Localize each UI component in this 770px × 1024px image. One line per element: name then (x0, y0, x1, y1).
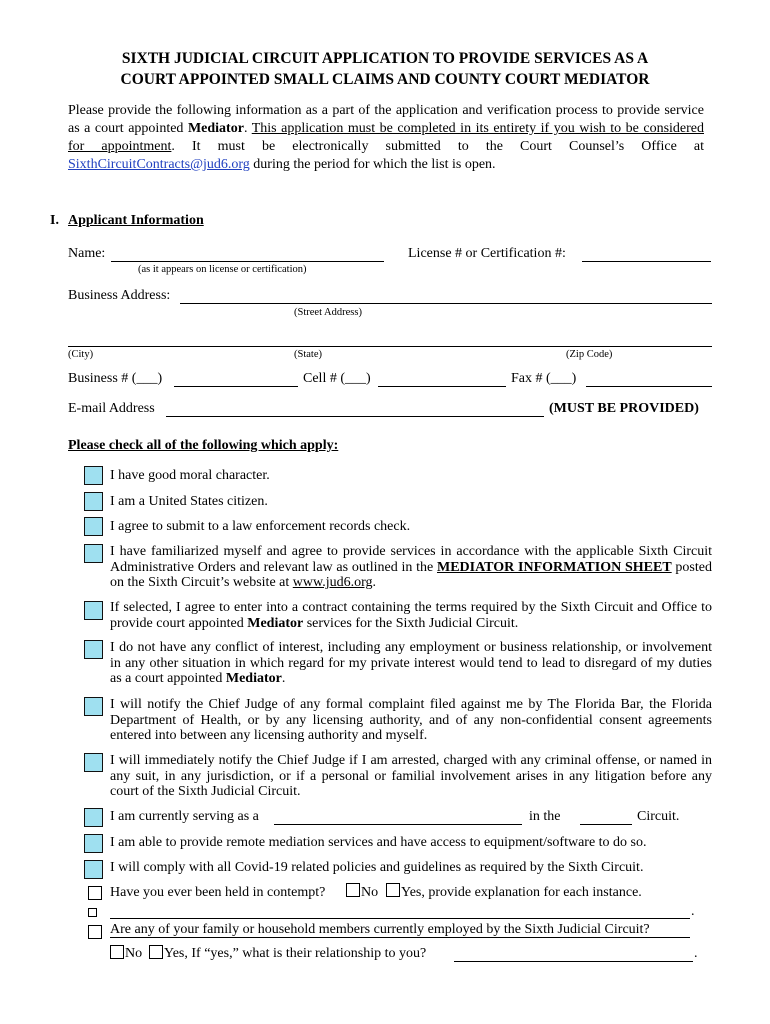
administrative-orders-text (110, 544, 712, 591)
conflict-of-interest-checkbox[interactable] (84, 640, 103, 659)
name-note: (as it appears on license or certification) (138, 264, 307, 275)
intro-underlined: This application must be completed in its entirety if you wish to be considered for appointment (68, 121, 704, 154)
us-citizen-checkbox[interactable] (84, 492, 103, 511)
covid-compliance-checkbox[interactable] (84, 860, 103, 879)
covid-compliance-text: I will comply with all Covid-19 related policies and guidelines as required by the Sixth Circuit. (110, 860, 644, 875)
contempt-explanation-input-line[interactable] (110, 918, 690, 919)
city-note: (City) (68, 349, 94, 360)
zip-note: (Zip Code) (566, 349, 613, 360)
item6-text-a: I do not have any conflict of interest, including any employment or business relationship, or involvement in any other situation in which regard for my private interest would tend to lead to disregard of my duties as a court appointed (110, 640, 712, 686)
business-address-label: Business Address: (68, 288, 171, 303)
email-input-line[interactable] (166, 416, 544, 417)
cell-label: Cell # (___) (303, 371, 371, 386)
serving-role-input-line[interactable] (274, 824, 522, 825)
explanation-checkbox[interactable] (88, 908, 97, 917)
city-state-zip-input-line[interactable] (68, 346, 712, 347)
contempt-yes-checkbox[interactable] (386, 883, 400, 897)
item5-mediator: Mediator (247, 615, 304, 631)
notify-complaint-checkbox[interactable] (84, 697, 103, 716)
circuit-input-line[interactable] (580, 824, 632, 825)
form-title-line2: COURT APPOINTED SMALL CLAIMS AND COUNTY COURT MEDIATOR (120, 71, 650, 88)
contract-agreement-checkbox[interactable] (84, 601, 103, 620)
section-number: I. (50, 213, 59, 228)
notify-arrest-checkbox[interactable] (84, 753, 103, 772)
contempt-question-checkbox[interactable] (88, 886, 102, 900)
cell-input-line[interactable] (378, 386, 506, 387)
item4-text-e: . (372, 575, 376, 590)
notify-arrest-text: I will immediately notify the Chief Judge if I am arrested, charged with any criminal offense, or named in any suit, in any jurisdiction, or if a personal or familial involvement arises in any litigation before any court of the Sixth Judicial Circuit. (110, 753, 712, 799)
remote-mediation-text: I am able to provide remote mediation services and have access to equipment/software to do so. (110, 835, 647, 850)
contempt-yes-label: Yes, provide explanation for each instance. (401, 885, 642, 900)
license-label: License # or Certification #: (408, 246, 566, 261)
intro-text-3: . It must be electronically submitted to the Court Counsel’s Office at (171, 139, 705, 154)
item5-text-a: If selected, I agree to enter into a contract containing the terms required by the Sixth Circuit and Office to provide court appointed (110, 600, 712, 631)
section-title: Applicant Information (68, 213, 204, 228)
family-no-label: No (125, 946, 143, 961)
remote-mediation-checkbox[interactable] (84, 834, 103, 853)
family-question-text: Are any of your family or household members currently employed by the Sixth Judicial Circuit? (110, 922, 650, 937)
fax-input-line[interactable] (586, 386, 712, 387)
item4-text-a: I have familiarized myself and agree to provide services in accordance with the applicable Sixth Circuit Administrative Orders and relevant law as outlined in the (110, 544, 712, 575)
must-provide-note: (MUST BE PROVIDED) (549, 401, 699, 416)
item6-mediator: Mediator (225, 671, 282, 686)
checklist-heading: Please check all of the following which apply: (68, 438, 339, 453)
item5-text-c: services for the Sixth Judicial Circuit. (303, 615, 519, 631)
street-input-line[interactable] (180, 303, 712, 304)
contempt-no-checkbox[interactable] (346, 883, 360, 897)
email-link[interactable]: SixthCircuitContracts@jud6.org (68, 157, 250, 172)
family-question-checkbox[interactable] (88, 925, 102, 939)
administrative-orders-checkbox[interactable] (84, 544, 103, 563)
good-moral-character-checkbox[interactable] (84, 466, 103, 485)
records-check-text: I agree to submit to a law enforcement records check. (110, 519, 411, 534)
item4-text-c: posted on the Sixth Circuit’s website at (110, 559, 712, 590)
email-label: E-mail Address (68, 401, 155, 416)
intro-text-1: Please provide the following information as a part of the application and verification process to provide service as a court appointed (68, 103, 704, 136)
in-the-text: in the (529, 809, 561, 824)
website-link[interactable]: www.jud6.org (292, 575, 373, 590)
name-label: Name: (68, 246, 106, 261)
state-note: (State) (294, 349, 322, 360)
contract-agreement-text (110, 600, 712, 631)
business-phone-label: Business # (___) (68, 371, 163, 386)
notify-complaint-text: I will notify the Chief Judge of any formal complaint filed against me by The Florida Bar, the Florida Department of Health, or by any licensing authority, and of any non-confidential consent agreements entered into between any licensing authority and myself. (110, 697, 712, 743)
street-note: (Street Address) (294, 307, 362, 318)
name-input-line[interactable] (111, 261, 384, 262)
currently-serving-checkbox[interactable] (84, 808, 103, 827)
contempt-question-text: Have you ever been held in contempt? (110, 885, 326, 900)
business-phone-input-line[interactable] (174, 386, 298, 387)
relationship-period: . (694, 946, 698, 961)
intro-text-2: . (243, 121, 252, 136)
good-moral-character-text: I have good moral character. (110, 468, 270, 483)
family-no-checkbox[interactable] (110, 945, 124, 959)
conflict-of-interest-text (110, 640, 712, 687)
family-yes-label: Yes, If “yes,” what is their relationship to you? (164, 946, 427, 961)
mediator-info-sheet: MEDIATOR INFORMATION SHEET (437, 559, 672, 575)
intro-mediator: Mediator (187, 121, 244, 136)
us-citizen-text: I am a United States citizen. (110, 494, 268, 509)
relationship-input-line[interactable] (454, 961, 693, 962)
contempt-no-label: No (361, 885, 379, 900)
family-yes-checkbox[interactable] (149, 945, 163, 959)
circuit-text: Circuit. (637, 809, 680, 824)
form-title-line1: SIXTH JUDICIAL CIRCUIT APPLICATION TO PROVIDE SERVICES AS A (121, 50, 649, 67)
intro-paragraph (68, 102, 704, 174)
item6-text-c: . (281, 671, 286, 686)
family-question-underline (110, 937, 690, 938)
currently-serving-text: I am currently serving as a (110, 809, 259, 824)
records-check-checkbox[interactable] (84, 517, 103, 536)
fax-label: Fax # (___) (511, 371, 577, 386)
intro-text-4: during the period for which the list is open. (249, 157, 496, 172)
explanation-period: . (691, 904, 695, 919)
license-input-line[interactable] (582, 261, 711, 262)
